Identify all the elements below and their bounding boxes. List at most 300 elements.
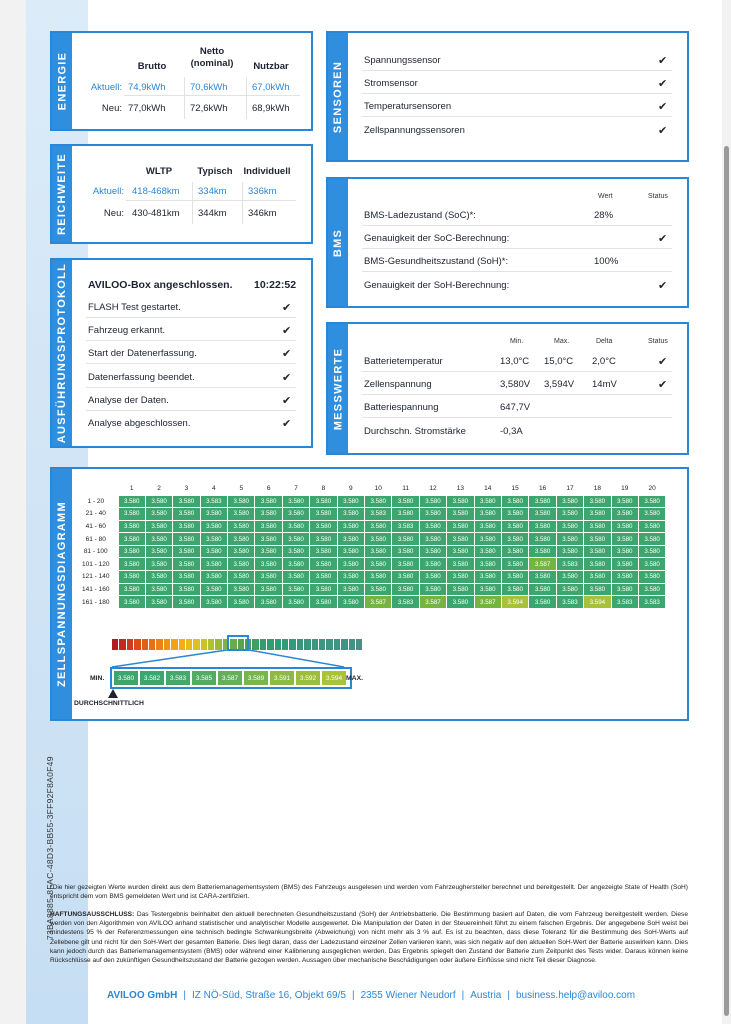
protokoll-item-label: Analyse abgeschlossen. xyxy=(88,418,191,429)
grid-row-label: 141 - 160 xyxy=(82,585,110,593)
voltage-cell: 3.580 xyxy=(118,571,145,584)
voltage-cell: 3.580 xyxy=(173,508,200,521)
voltage-cell: 3.587 xyxy=(529,558,556,571)
voltage-cell: 3.580 xyxy=(501,545,528,558)
legend-swatch xyxy=(297,639,303,650)
check-icon: ✔ xyxy=(658,101,668,114)
reichweite-header-typisch: Typisch xyxy=(197,166,233,177)
voltage-cell: 3.580 xyxy=(200,558,227,571)
disclaimer-text: Das Testergebnis beinhaltet den aktuell berechneten Gesundheitszustand (SoH) der Antriebsbatterie. Die Bestimmung basiert auf Daten, die vom Fahrzeug bereitgestellt werden. Diese werden von den Algorithmen von AVILOO anhand statistischer und analytischer Modelle ausgewertet. Die Manipulation der Daten in der Steuereinheit führt zu einem falschen Ergebnis. Der angegebene SoH weist bei mindestens 95 % der Referenzmessungen eine technisch bedingte Schwankungsbreite (Abweichung) von nicht mehr als 3 % auf. Es ist zu beachten, dass diese Toleranz für die Bestimmung des SoH-Werts auf Zellebene gilt und nicht für den SoH-Wert der gesamten Batterie. Dies liegt daran, dass der Ladezustand einzelner Zellen variieren kann, was sich negativ auf den aktuellen SoH-Wert der Batterie auswirken kann. Dies kann jedoch durch das Batteriemanagementsystem (BMS) oder während einer Kalibrierung ausgeglichen werden. Das Ergebnis spiegelt den Zustand der Batterie zum Zeitpunkt des Tests wider. Daraus können keine Rückschlüsse auf den zukünftigen Gesundheitszustand der Batterie gezogen werden. Aussagen über mechanische Beschädigungen oder äußere Einflüsse sind nicht Teil dieser Diagnose. xyxy=(50,911,689,965)
protokoll-divider xyxy=(86,340,296,341)
voltage-cell: 3.580 xyxy=(501,520,528,533)
voltage-cell: 3.580 xyxy=(556,533,583,546)
voltage-cell: 3.580 xyxy=(282,571,309,584)
legend-swatch xyxy=(289,639,295,650)
voltage-cell: 3.580 xyxy=(365,583,392,596)
disclaimer-title: HAFTUNGSAUSSCHLUSS: xyxy=(50,911,135,918)
protokoll-time: 10:22:52 xyxy=(254,279,297,291)
voltage-cell: 3.580 xyxy=(584,583,611,596)
voltage-cell: 3.580 xyxy=(255,520,282,533)
grid-row xyxy=(78,558,666,571)
voltage-cell: 3.580 xyxy=(447,583,474,596)
grid-column-header: 19 xyxy=(621,485,629,493)
cell-voltage-grid xyxy=(78,483,666,609)
voltage-cell: 3.580 xyxy=(501,571,528,584)
legend-swatch xyxy=(319,639,325,650)
scale-max-label: MAX. xyxy=(346,675,363,682)
bms-card xyxy=(326,177,689,308)
voltage-cell: 3.580 xyxy=(145,596,172,609)
messwert-divider xyxy=(362,417,672,418)
messwert-label: Durchschn. Stromstärke xyxy=(364,425,466,437)
voltage-cell: 3.580 xyxy=(118,558,145,571)
voltage-cell: 3.580 xyxy=(145,545,172,558)
voltage-cell: 3.580 xyxy=(255,583,282,596)
voltage-cell: 3.580 xyxy=(419,545,446,558)
grid-column-header: 13 xyxy=(456,485,464,493)
bms-divider xyxy=(362,271,672,272)
energie-divider xyxy=(124,95,300,96)
voltage-cell: 3.580 xyxy=(447,508,474,521)
legend-swatch xyxy=(142,639,148,650)
scale-value: 3.594 xyxy=(322,671,346,685)
bms-row-label: Genauigkeit der SoC-Berechnung: xyxy=(364,233,510,245)
voltage-cell: 3.580 xyxy=(365,520,392,533)
voltage-cell: 3.580 xyxy=(228,583,255,596)
voltage-cell: 3.580 xyxy=(529,545,556,558)
energie-value: 70,6kWh xyxy=(190,82,228,93)
messwerte-header-max: Max. xyxy=(554,338,570,345)
grid-column-header: 3 xyxy=(184,485,189,493)
scale-min-label: MIN. xyxy=(90,675,105,682)
grid-column-header: 4 xyxy=(212,485,216,493)
messwerte-tab: MESSWERTE xyxy=(328,324,348,453)
scale-value: 3.583 xyxy=(166,671,190,685)
voltage-cell: 3.580 xyxy=(337,533,364,546)
voltage-cell: 3.580 xyxy=(419,508,446,521)
voltage-cell: 3.580 xyxy=(173,495,200,508)
voltage-cell: 3.580 xyxy=(228,495,255,508)
reichweite-value: 346km xyxy=(248,208,277,219)
bms-tab: BMS xyxy=(328,179,348,306)
voltage-cell: 3.580 xyxy=(474,583,501,596)
voltage-cell: 3.580 xyxy=(392,571,419,584)
bms-row-label: BMS-Gesundheitszustand (SoH)*: xyxy=(364,256,509,268)
legend-swatch xyxy=(349,639,355,650)
reichweite-value: 430-481km xyxy=(132,208,180,219)
voltage-cell: 3.587 xyxy=(419,596,446,609)
voltage-cell: 3.580 xyxy=(638,558,665,571)
protokoll-item-label: FLASH Test gestartet. xyxy=(88,302,181,313)
voltage-cell: 3.580 xyxy=(611,508,638,521)
energie-row-label: Neu: xyxy=(101,103,122,114)
grid-column-header: 1 xyxy=(129,485,134,493)
scale-value: 3.592 xyxy=(296,671,320,685)
footer-country: Austria xyxy=(470,990,502,1001)
check-icon: ✔ xyxy=(282,348,292,361)
voltage-cell: 3.580 xyxy=(310,583,337,596)
voltage-cell: 3.580 xyxy=(474,558,501,571)
voltage-cell: 3.580 xyxy=(228,545,255,558)
bms-row-value: 100% xyxy=(594,256,619,268)
voltage-cell: 3.580 xyxy=(365,533,392,546)
document-id: 73BA8885-8FAC-48D3-BB55-3FF92F8A0F49 xyxy=(45,756,55,940)
grid-column-header: 16 xyxy=(538,485,547,493)
reichweite-col-divider xyxy=(192,182,193,224)
voltage-cell: 3.580 xyxy=(556,583,583,596)
scale-value: 3.585 xyxy=(192,671,216,685)
voltage-cell: 3.580 xyxy=(310,571,337,584)
voltage-cell: 3.580 xyxy=(501,533,528,546)
grid-column-header: 20 xyxy=(648,485,656,493)
voltage-cell: 3.580 xyxy=(447,571,474,584)
legend-swatch xyxy=(164,639,170,650)
messwert-label: Zellenspannung xyxy=(364,379,432,391)
voltage-cell: 3.580 xyxy=(556,520,583,533)
grid-row-label: 61 - 80 xyxy=(85,535,106,543)
reichweite-col-divider xyxy=(242,182,243,224)
voltage-cell: 3.580 xyxy=(584,495,611,508)
grid-row xyxy=(78,545,666,558)
grid-column-header: 10 xyxy=(374,485,382,493)
average-label: DURCHSCHNITTLICH xyxy=(74,700,144,707)
grid-row-label: 1 - 20 xyxy=(87,497,105,505)
voltage-cell: 3.580 xyxy=(611,571,638,584)
voltage-cell: 3.580 xyxy=(419,583,446,596)
voltage-cell: 3.580 xyxy=(337,558,364,571)
reichweite-value: 344km xyxy=(198,208,227,219)
legend-highlight-frame xyxy=(227,635,249,651)
voltage-cell: 3.580 xyxy=(419,533,446,546)
voltage-cell: 3.580 xyxy=(145,508,172,521)
legend-swatch xyxy=(341,639,347,650)
grid-row-label: 81 - 100 xyxy=(83,548,108,556)
voltage-cell: 3.583 xyxy=(392,596,419,609)
voltage-cell: 3.580 xyxy=(392,545,419,558)
voltage-cell: 3.580 xyxy=(200,583,227,596)
grid-row xyxy=(78,508,666,521)
legend-swatch xyxy=(275,639,281,650)
voltage-cell: 3.580 xyxy=(228,520,255,533)
legend-swatch xyxy=(334,639,340,650)
voltage-cell: 3.580 xyxy=(145,583,172,596)
messwerte-card xyxy=(326,322,689,455)
protokoll-divider xyxy=(86,387,296,388)
grid-row xyxy=(78,495,666,508)
legend-swatch xyxy=(171,639,177,650)
reichweite-card xyxy=(50,144,313,244)
protokoll-tab: AUSFÜHRUNGSPROTOKOLL xyxy=(52,260,72,446)
voltage-cell: 3.580 xyxy=(118,508,145,521)
voltage-cell: 3.580 xyxy=(419,558,446,571)
voltage-cell: 3.580 xyxy=(584,533,611,546)
legend-swatch xyxy=(201,639,207,650)
reichweite-tab: REICHWEITE xyxy=(52,146,72,242)
grid-column-header: 6 xyxy=(266,485,271,493)
protokoll-item-label: Start der Datenerfassung. xyxy=(88,348,197,360)
reichweite-row-label: Neu: xyxy=(103,208,124,219)
voltage-cell: 3.583 xyxy=(556,558,583,571)
voltage-cell: 3.580 xyxy=(255,545,282,558)
voltage-cell: 3.580 xyxy=(118,545,145,558)
energie-tab: ENERGIE xyxy=(52,33,72,129)
grid-column-header: 9 xyxy=(349,485,353,493)
grid-row-label: 121 - 140 xyxy=(82,573,110,581)
voltage-cell: 3.580 xyxy=(611,495,638,508)
sensor-label: Temperatursensoren xyxy=(364,101,452,113)
messwert-value: 3,580V xyxy=(500,379,531,391)
voltage-cell: 3.580 xyxy=(337,545,364,558)
voltage-cell: 3.580 xyxy=(529,583,556,596)
voltage-cell: 3.580 xyxy=(611,558,638,571)
bms-row-value: 28% xyxy=(594,210,614,221)
voltage-cell: 3.580 xyxy=(584,558,611,571)
sensoren-card xyxy=(326,31,689,162)
protokoll-item-label: Fahrzeug erkannt. xyxy=(88,325,166,337)
voltage-cell: 3.580 xyxy=(255,596,282,609)
scrollbar-thumb[interactable] xyxy=(724,146,729,1016)
sensor-divider xyxy=(362,70,672,71)
sensoren-tab: SENSOREN xyxy=(328,33,348,160)
voltage-cell: 3.580 xyxy=(337,583,364,596)
legend-swatch xyxy=(282,639,288,650)
footer-company: AVILOO GmbH xyxy=(107,990,178,1001)
messwert-value: 14mV xyxy=(592,379,617,391)
bms-row-label: BMS-Ladezustand (SoC)*: xyxy=(364,210,476,221)
grid-column-header: 2 xyxy=(157,485,161,493)
voltage-cell: 3.580 xyxy=(447,495,474,508)
voltage-cell: 3.580 xyxy=(447,558,474,571)
grid-column-header: 18 xyxy=(593,485,601,493)
voltage-cell: 3.580 xyxy=(282,583,309,596)
voltage-cell: 3.580 xyxy=(282,596,309,609)
voltage-cell: 3.580 xyxy=(282,545,309,558)
check-icon: ✔ xyxy=(282,394,292,407)
voltage-cell: 3.580 xyxy=(228,508,255,521)
bms-header-status: Status xyxy=(648,193,668,200)
voltage-cell: 3.580 xyxy=(584,571,611,584)
grid-row xyxy=(78,596,666,609)
legend-swatch xyxy=(127,639,133,650)
voltage-cell: 3.580 xyxy=(310,520,337,533)
voltage-cell: 3.580 xyxy=(365,495,392,508)
footnote: *Die hier gezeigten Werte wurden direkt aus dem Batteriemanagementsystem (BMS) des Fahrzeugs ausgelesen und werden vom Fahrzeughersteller berechnet und bereitgestellt. Der angezeigte State of Health (SoH) entspricht dem vom BMS gemeldeten Wert und ist CARA-zertifiziert. xyxy=(50,884,688,901)
legend-swatch xyxy=(215,639,221,650)
voltage-cell: 3.580 xyxy=(365,571,392,584)
voltage-cell: 3.580 xyxy=(310,558,337,571)
voltage-cell: 3.580 xyxy=(118,596,145,609)
voltage-cell: 3.580 xyxy=(310,508,337,521)
voltage-cell: 3.580 xyxy=(310,596,337,609)
legend-swatch xyxy=(326,639,332,650)
legend-swatch xyxy=(208,639,214,650)
grid-column-header: 11 xyxy=(402,485,409,493)
voltage-cell: 3.583 xyxy=(200,495,227,508)
voltage-cell: 3.580 xyxy=(255,558,282,571)
reichweite-divider xyxy=(126,200,296,201)
voltage-cell: 3.580 xyxy=(529,596,556,609)
voltage-cell: 3.580 xyxy=(447,520,474,533)
scale-value: 3.591 xyxy=(270,671,294,685)
voltage-cell: 3.580 xyxy=(173,583,200,596)
legend-swatch xyxy=(149,639,155,650)
messwert-label: Batteriespannung xyxy=(364,402,439,414)
footer-city: 2355 Wiener Neudorf xyxy=(360,990,456,1001)
voltage-cell: 3.580 xyxy=(392,558,419,571)
voltage-cell: 3.580 xyxy=(337,495,364,508)
voltage-cell: 3.580 xyxy=(337,508,364,521)
sensor-label: Spannungssensor xyxy=(364,55,441,66)
voltage-cell: 3.580 xyxy=(282,533,309,546)
voltage-cell: 3.580 xyxy=(529,508,556,521)
voltage-cell: 3.580 xyxy=(228,571,255,584)
scale-value: 3.589 xyxy=(244,671,268,685)
voltage-cell: 3.580 xyxy=(474,545,501,558)
voltage-cell: 3.580 xyxy=(118,583,145,596)
legend-swatch xyxy=(119,639,125,650)
check-icon: ✔ xyxy=(282,371,292,384)
energie-header-netto: Netto (nominal) xyxy=(190,46,234,69)
grid-column-header: 15 xyxy=(511,485,519,493)
legend-swatch xyxy=(356,639,362,650)
check-icon: ✔ xyxy=(658,55,668,67)
energie-header-brutto: Brutto xyxy=(137,61,167,72)
reichweite-header-wltp: WLTP xyxy=(145,166,173,177)
messwert-value: 15,0°C xyxy=(544,356,574,367)
legend-swatch xyxy=(112,639,118,650)
voltage-cell: 3.580 xyxy=(337,571,364,584)
sensor-divider xyxy=(362,93,672,94)
voltage-cell: 3.580 xyxy=(392,533,419,546)
scrollbar[interactable] xyxy=(722,0,731,1024)
energie-value: 77,0kWh xyxy=(128,103,166,114)
grid-row xyxy=(78,583,666,596)
voltage-cell: 3.580 xyxy=(200,596,227,609)
grid-corner xyxy=(78,483,118,495)
voltage-cell: 3.580 xyxy=(228,596,255,609)
voltage-cell: 3.580 xyxy=(474,508,501,521)
legend-swatch xyxy=(312,639,318,650)
energie-col-divider xyxy=(184,77,185,119)
voltage-cell: 3.580 xyxy=(282,558,309,571)
voltage-cell: 3.587 xyxy=(474,596,501,609)
voltage-cell: 3.580 xyxy=(118,533,145,546)
voltage-cell: 3.580 xyxy=(118,520,145,533)
voltage-cell: 3.580 xyxy=(173,533,200,546)
voltage-cell: 3.580 xyxy=(255,533,282,546)
grid-row-label: 161 - 180 xyxy=(82,598,110,606)
voltage-cell: 3.580 xyxy=(282,495,309,508)
messwert-value: 3,594V xyxy=(544,379,575,391)
voltage-cell: 3.580 xyxy=(173,545,200,558)
scale-values-bar xyxy=(110,667,352,689)
voltage-cell: 3.580 xyxy=(255,495,282,508)
voltage-cell: 3.580 xyxy=(200,533,227,546)
legend-swatch xyxy=(252,639,258,650)
voltage-cell: 3.580 xyxy=(173,596,200,609)
footer-address: IZ NÖ-Süd, Straße 16, Objekt 69/5 xyxy=(191,990,346,1001)
voltage-cell: 3.580 xyxy=(200,571,227,584)
voltage-cell: 3.580 xyxy=(556,545,583,558)
grid-column-header: 14 xyxy=(484,485,492,493)
messwert-value: 647,7V xyxy=(500,402,531,414)
protokoll-title: AVILOO-Box angeschlossen. xyxy=(88,279,233,291)
voltage-cell: 3.580 xyxy=(392,508,419,521)
check-icon: ✔ xyxy=(658,124,668,137)
reichweite-value: 334km xyxy=(198,186,227,197)
voltage-cell: 3.580 xyxy=(419,520,446,533)
scale-value: 3.582 xyxy=(140,671,164,685)
footer-email-link[interactable]: business.help@aviloo.com xyxy=(515,990,636,1001)
voltage-cell: 3.580 xyxy=(173,558,200,571)
voltage-cell: 3.580 xyxy=(474,533,501,546)
legend-swatch xyxy=(186,639,192,650)
voltage-cell: 3.580 xyxy=(474,495,501,508)
voltage-cell: 3.580 xyxy=(200,508,227,521)
voltage-cell: 3.580 xyxy=(638,508,665,521)
voltage-cell: 3.580 xyxy=(638,571,665,584)
voltage-cell: 3.583 xyxy=(638,596,665,609)
voltage-cell: 3.594 xyxy=(501,596,528,609)
average-marker-icon xyxy=(108,689,118,698)
protokoll-card xyxy=(50,258,313,448)
voltage-cell: 3.580 xyxy=(474,571,501,584)
bms-divider xyxy=(362,225,672,226)
voltage-cell: 3.580 xyxy=(501,583,528,596)
voltage-cell: 3.580 xyxy=(282,520,309,533)
sensor-label: Zellspannungssensoren xyxy=(364,124,465,136)
grid-row-label: 21 - 40 xyxy=(85,510,106,518)
messwerte-header-status: Status xyxy=(648,338,668,345)
voltage-cell: 3.580 xyxy=(638,583,665,596)
voltage-cell: 3.580 xyxy=(584,508,611,521)
energie-value: 67,0kWh xyxy=(252,82,290,93)
voltage-cell: 3.580 xyxy=(228,558,255,571)
voltage-cell: 3.580 xyxy=(529,533,556,546)
voltage-cell: 3.580 xyxy=(529,520,556,533)
messwert-label: Batterietemperatur xyxy=(364,356,443,367)
voltage-cell: 3.580 xyxy=(611,545,638,558)
legend-swatch xyxy=(260,639,266,650)
protokoll-item-label: Analyse der Daten. xyxy=(88,394,169,406)
protokoll-item-label: Datenerfassung beendet. xyxy=(88,371,195,383)
voltage-cell: 3.580 xyxy=(529,571,556,584)
voltage-cell: 3.583 xyxy=(556,596,583,609)
voltage-cell: 3.580 xyxy=(145,495,172,508)
voltage-cell: 3.580 xyxy=(529,495,556,508)
zellspannung-card xyxy=(50,467,689,721)
reichweite-header-individuell: Individuell xyxy=(243,166,291,177)
voltage-cell: 3.580 xyxy=(584,520,611,533)
voltage-cell: 3.580 xyxy=(200,520,227,533)
voltage-cell: 3.580 xyxy=(118,495,145,508)
grid-row xyxy=(78,533,666,546)
voltage-cell: 3.580 xyxy=(145,558,172,571)
voltage-cell: 3.580 xyxy=(556,495,583,508)
check-icon: ✔ xyxy=(282,325,292,338)
legend-swatch xyxy=(156,639,162,650)
voltage-cell: 3.580 xyxy=(337,596,364,609)
energie-value: 68,9kWh xyxy=(252,103,290,114)
legend-swatch xyxy=(267,639,273,650)
bms-header-wert: Wert xyxy=(598,193,613,200)
voltage-cell: 3.580 xyxy=(501,508,528,521)
legend-swatch xyxy=(193,639,199,650)
check-icon: ✔ xyxy=(658,78,668,91)
messwert-divider xyxy=(362,394,672,395)
voltage-cell: 3.580 xyxy=(255,508,282,521)
voltage-cell: 3.580 xyxy=(584,545,611,558)
